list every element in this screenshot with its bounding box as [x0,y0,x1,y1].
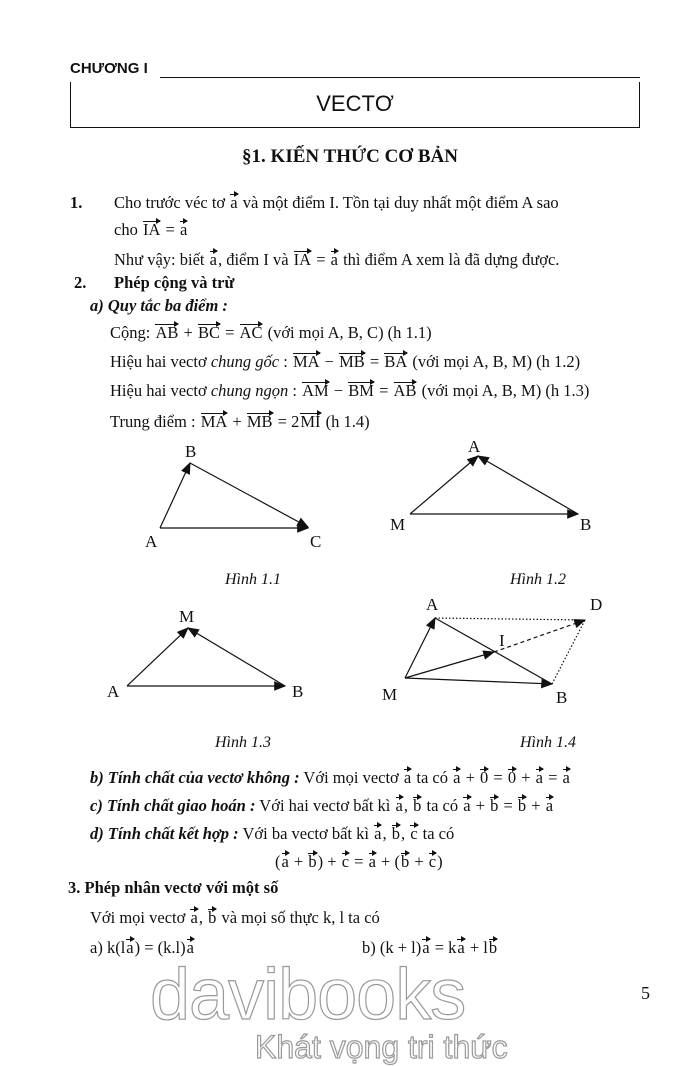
text-run: + [461,768,479,787]
text-run: ta có [418,824,455,843]
vector: b [488,938,498,957]
figure-caption: Hình 1.4 [520,734,576,751]
vector: a [330,250,338,269]
section-title: §1. KIẾN THỨC CƠ BẢN [242,146,458,167]
vector: AB [393,381,417,400]
vector: b [400,852,410,871]
vector: a [281,852,289,871]
text-run: = 2 [273,412,300,431]
vector: b [208,908,217,927]
text-run: ta có [422,796,463,815]
vector: a [179,220,188,239]
text-run: b) (k + l) [362,938,422,957]
figure-caption: Hình 1.2 [510,571,566,588]
vector: a [126,938,134,957]
text-run: Với hai vectơ bất kì [255,796,395,815]
text-run: Với mọi vectơ [299,768,403,787]
point-label: M [179,607,195,626]
text-run: , điểm I và [217,250,293,269]
vector: a [545,796,554,815]
vector: b [413,796,422,815]
text-run: + [228,412,246,431]
figure-1-1 [160,463,308,528]
vector: a [368,852,376,871]
vector: 0 [480,768,489,787]
figure-1-2 [410,456,578,514]
text-run: ( [275,852,281,871]
text-run: và mọi số thực k, l ta có [217,908,380,927]
text-run: , [403,796,413,815]
text-run: Như vậy: biết [114,250,209,269]
text-run: ) + [317,852,341,871]
text-run: = k [430,938,457,957]
vector: BC [197,323,220,342]
text-run: + ( [376,852,400,871]
chapter-label: CHƯƠNG I [70,60,148,77]
point-label: A [145,532,158,551]
watermark-brand: davibooks [150,955,466,1035]
text-run: − [329,381,348,400]
point-label: A [107,682,120,701]
text-run: = [312,250,330,269]
text-run: Phép cộng và trừ [114,273,235,292]
point-label: B [580,515,592,534]
text-run: , [400,824,410,843]
vector: b [308,852,317,871]
text-run: = [374,381,393,400]
point-label: B [556,688,568,707]
text-run: = [161,220,179,239]
vector: a [230,193,238,212]
watermark-slogan: Khát vọng tri thức [255,1029,508,1065]
text-run: = [350,852,368,871]
vector: IA [293,250,312,269]
vector: a [374,824,382,843]
vector: a [422,938,430,957]
vector: c [410,824,418,843]
vector: a [403,768,412,787]
vector: AM [302,381,329,400]
text-run: a) k(l [90,938,126,957]
figure-1-4 [405,618,585,684]
text-run: + [517,768,535,787]
vector: BM [348,381,374,400]
figure-1-3 [127,628,285,686]
vector: a [190,908,198,927]
vector: b [391,824,400,843]
text-run: thì điểm A xem là đã dựng được. [338,250,560,269]
vector: b [517,796,527,815]
point-label: B [292,682,304,701]
text-run: chung ngọn [210,381,289,400]
vector: MB [246,412,273,431]
text-run: + [527,796,545,815]
text-run: d) Tính chất kết hợp : [90,824,239,843]
point-label: B [185,442,197,461]
point-label: A [468,437,481,456]
vector: a [395,796,403,815]
vector: c [428,852,437,871]
text-run: , [382,824,391,843]
text-run: b) Tính chất của vectơ không : [90,768,300,787]
text-run: = [543,768,562,787]
text-run: Cộng: [110,323,155,342]
text-run: ) = (k.l) [134,938,186,957]
text-run: Với ba vectơ bất kì [238,824,374,843]
text-run: + [289,852,308,871]
text-run: = [365,352,384,371]
text-run: (với mọi A, B, C) (h 1.1) [263,323,432,342]
text-run: + l [465,938,488,957]
figure-caption: Hình 1.3 [215,734,271,751]
point-label: M [390,515,406,534]
text-run: 2. [74,273,87,292]
vector: a [457,938,465,957]
text-run: (với mọi A, B, M) (h 1.2) [408,352,581,371]
figure-caption: Hình 1.1 [225,571,281,588]
vector: a [535,768,543,787]
text-run: Hiệu hai vectơ [110,352,211,371]
vector: a [186,938,194,957]
text-run: + [179,323,197,342]
vector: IA [142,220,161,239]
text-run: 3. Phép nhân vectơ với một số [68,878,279,897]
vector: b [490,796,499,815]
text-run: a) Quy tắc ba điểm : [90,296,228,315]
text-run: chung gốc [210,352,280,371]
vector: AC [239,323,263,342]
text-run: Trung điểm : [110,412,200,431]
text-run: (với mọi A, B, M) (h 1.3) [417,381,590,400]
vector: a [562,768,570,787]
vector: BA [384,352,408,371]
point-label: D [590,595,603,614]
point-label: I [499,631,505,650]
text-run: = [220,323,239,342]
vector: a [453,768,461,787]
text-run: = [499,796,517,815]
vector: 0 [507,768,517,787]
text-run: ) [437,852,443,871]
vector: c [341,852,350,871]
point-label: M [382,685,398,704]
text-run: + [410,852,428,871]
vector: MA [292,352,320,371]
text-run: , [198,908,208,927]
vector: MA [200,412,228,431]
vector: MB [339,352,365,371]
text-run: : [288,381,302,400]
chapter-title: VECTƠ [70,82,640,128]
vector: MI [300,412,321,431]
text-run: 1. [70,193,83,212]
text-run: (h 1.4) [321,412,370,431]
vector: AB [155,323,179,342]
text-run: và một điểm I. Tồn tại duy nhất một điểm A sao [238,193,559,212]
page-number: 5 [641,983,650,1003]
text-run: Hiệu hai vectơ [110,381,211,400]
text-run: = [489,768,507,787]
text-run: − [320,352,339,371]
point-label: A [426,595,439,614]
text-run: cho [114,220,142,239]
text-run: ta có [412,768,453,787]
text-run: + [471,796,490,815]
point-label: C [310,532,322,551]
vector: a [209,250,217,269]
text-run: c) Tính chất giao hoán : [90,796,256,815]
vector: a [463,796,471,815]
text-run: Với mọi vectơ [90,908,190,927]
text-run: Cho trước véc tơ [114,193,230,212]
text-run: : [279,352,292,371]
